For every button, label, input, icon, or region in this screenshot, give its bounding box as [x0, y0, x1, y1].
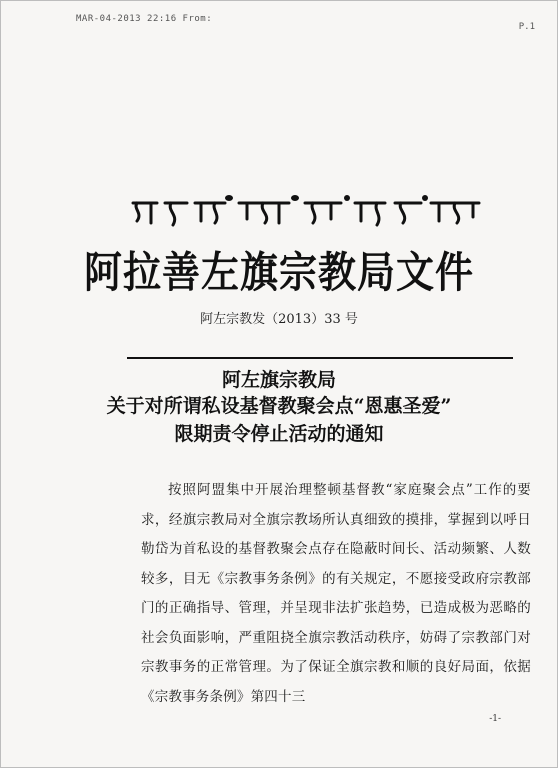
subject-line-1: 关于对所谓私设基督教聚会点“恩惠圣爱”	[106, 395, 452, 417]
header-divider	[127, 357, 513, 359]
page-number: -1-	[489, 714, 501, 724]
subject-line-2: 限期责令停止活动的通知	[174, 423, 384, 445]
mongolian-script-header-icon	[129, 193, 484, 229]
fax-page-number: P.1	[518, 22, 535, 32]
fax-header: MAR-04-2013 22:16 From:	[76, 14, 213, 24]
issuer-title: 阿左旗宗教局	[221, 369, 336, 391]
document-main-title: 阿拉善左旗宗教局文件	[83, 247, 474, 298]
document-number: 阿左宗教发（2013）33 号	[200, 312, 358, 327]
body-text	[141, 476, 531, 712]
body-paragraph: 按照阿盟集中开展治理整顿基督教“家庭聚会点”工作的要求，经旗宗教局对全旗宗教场所认真细致的摸排，掌握到以呼日勒岱为首私设的基督教聚会点存在隐蔽时间长、活动频繁、人数较多，目无《宗教事务条例》的有关规定，不愿接受政府宗教部门的正确指导、管理，并呈现非法扩张趋势，已造成极为恶略的社会负面影响，严重阻挠全旗宗教活动秩序，妨碍了宗教部门对宗教事务的正常管理。为了保证全旗宗教和顺的良好局面，依据《宗教事务条例》第四十三	[141, 482, 531, 705]
